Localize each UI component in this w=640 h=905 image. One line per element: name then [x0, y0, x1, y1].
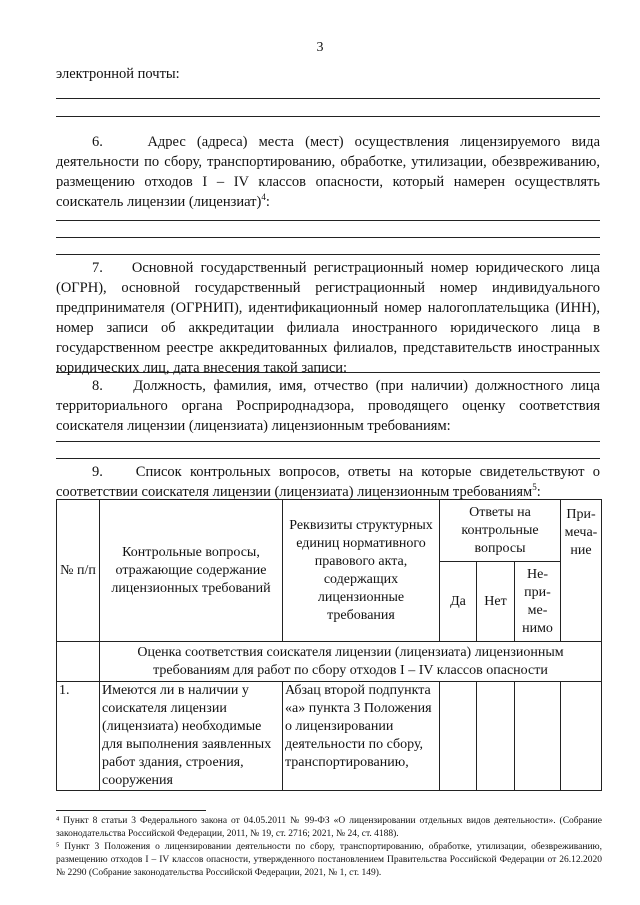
blank-line	[56, 458, 600, 459]
header-num: № п/п	[57, 500, 100, 642]
blank-line	[56, 372, 600, 373]
footnote-ref-4: 4	[261, 192, 266, 203]
checklist-table	[56, 499, 602, 791]
row-num: 1.	[57, 682, 100, 791]
footnote-5: ⁵ Пункт 3 Положения о лицензировании деятельности по сбору, транспортированию, обработке, утилизации, обезвреживанию, размещению отходов I – IV классов опасности, утвержденного постановлением Правительства Российской Федерации от 26.12.2020 № 2290 (Собрание законодательства Российской Федерации, 2021, № 1, ст. 149).	[56, 842, 602, 878]
section-empty-cell	[57, 642, 100, 682]
item-6-end: :	[265, 194, 270, 210]
item-9-text: 9. Список контрольных вопросов, ответы на которые свидетельствуют о соответствии соискателя лицензии (лицензиата) лицензионным требованиям	[56, 464, 600, 500]
table-row	[57, 682, 602, 791]
header-not-applicable: Не-при-ме-нимо	[515, 562, 561, 642]
answer-na-cell	[515, 682, 561, 791]
footnote-separator	[56, 810, 206, 811]
blank-line	[56, 220, 600, 221]
blank-line	[56, 441, 600, 442]
footnote-ref-5: 5	[532, 482, 537, 493]
row-question: Имеются ли в наличии у соискателя лицензии (лицензиата) необходимые для выполнения заявленных работ здания, строения, сооружения	[100, 682, 283, 791]
blank-line	[56, 237, 600, 238]
row-requisite: Абзац второй подпункта «а» пункта 3 Положения о лицензировании деятельности по сбору, транспортированию,	[283, 682, 440, 791]
header-no: Нет	[477, 562, 515, 642]
blank-line	[56, 98, 600, 99]
blank-line	[56, 254, 600, 255]
answer-no-cell	[477, 682, 515, 791]
intro-text: электронной почты:	[56, 66, 180, 82]
item-6	[56, 132, 600, 212]
header-yes: Да	[440, 562, 477, 642]
item-7: 7. Основной государственный регистрационный номер юридического лица (ОГРН), основной государственный регистрационный номер индивидуального предпринимателя (ОГРНИП), идентификационный номер налогоплательщика (ИНН), номер записи об аккредитации филиала иностранного юридического лица в государственном реестре аккредитованных филиалов, представительств иностранных юридических лиц, дата внесения такой записи:	[56, 260, 600, 376]
section-title: Оценка соответствия соискателя лицензии (лицензиата) лицензионным требованиям для работ по сбору отходов I – IV классов опасности	[100, 642, 602, 682]
header-note: При-меча-ние	[561, 500, 602, 642]
header-answers: Ответы на контрольные вопросы	[440, 500, 561, 562]
item-9-end: :	[536, 484, 541, 500]
note-cell	[561, 682, 602, 791]
item-9	[56, 462, 600, 502]
header-requisites: Реквизиты структурных единиц нормативного правового акта, содержащих лицензионные требования	[283, 500, 440, 642]
page-number: 3	[316, 40, 324, 55]
item-8: 8. Должность, фамилия, имя, отчество (при наличии) должностного лица территориального органа Росприроднадзора, проводящего оценку соответствия соискателя лицензии (лицензиата) лицензионным требованиям:	[56, 378, 600, 434]
answer-yes-cell	[440, 682, 477, 791]
footnote-4: ⁴ Пункт 8 статьи 3 Федерального закона от 04.05.2011 № 99-ФЗ «О лицензировании отдельных видов деятельности». (Собрание законодательства Российской Федерации, 2011, № 19, ст. 2716; 2021, № 24, ст. 4188).	[56, 816, 602, 839]
header-questions: Контрольные вопросы, отражающие содержание лицензионных требований	[100, 500, 283, 642]
blank-line	[56, 116, 600, 117]
item-6-text: 6. Адрес (адреса) места (мест) осуществления лицензируемого вида деятельности по сбору, транспортированию, обработке, утилизации, обезвреживанию, размещению отходов I – IV классов опасности, который намерен осуществлять соискатель лицензии (лицензиат)	[56, 134, 600, 210]
